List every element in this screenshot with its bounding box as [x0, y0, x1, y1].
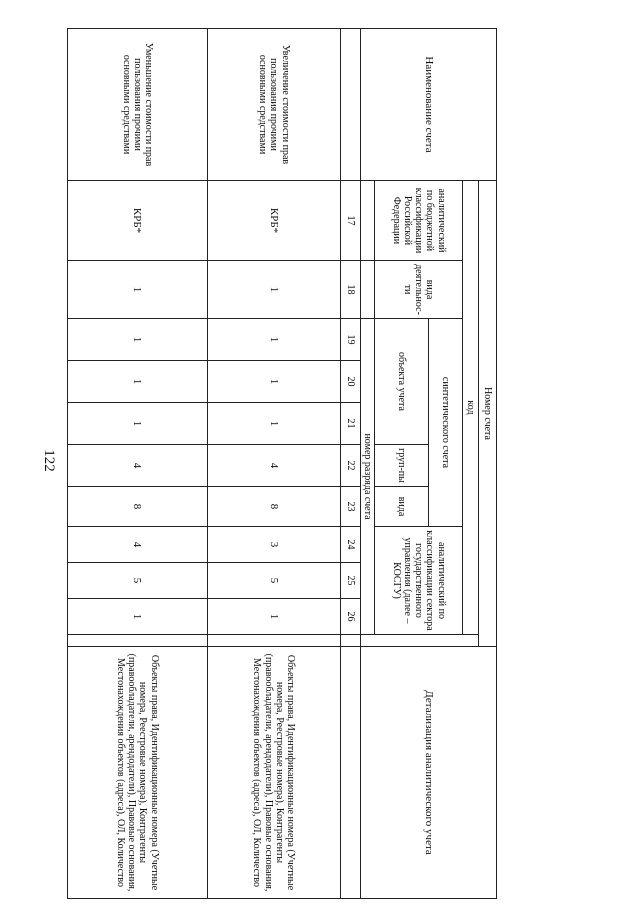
- page-number: 122: [40, 448, 57, 472]
- row-value: 4: [67, 527, 207, 563]
- row-value: 1: [67, 361, 207, 403]
- header-kosgu: аналитический по классификации сектора государственного управления (далее – КОСГУ): [375, 527, 463, 635]
- rotated-table-container: [68, 28, 497, 898]
- row-value: 3: [207, 527, 340, 563]
- colnum-blank: [340, 635, 360, 647]
- row-value: 1: [207, 403, 340, 445]
- header-account-name: Наименование счета: [360, 29, 496, 181]
- row-value: 1: [67, 599, 207, 635]
- table-row: [67, 29, 207, 899]
- header-account-number: Номер счета: [479, 181, 497, 647]
- row-value: КРБ*: [207, 181, 340, 261]
- row-account-name: Уменьшение стоимости прав пользования прочими основными средствами: [67, 29, 207, 181]
- header-synthetic: синтетического счета: [429, 319, 463, 527]
- header-kind: вида: [375, 487, 429, 527]
- column-number: 19: [340, 319, 360, 361]
- column-number: 24: [340, 527, 360, 563]
- header-code: код: [463, 181, 479, 635]
- row-value: 1: [67, 403, 207, 445]
- table-row: [207, 29, 340, 899]
- row-value: 1: [67, 261, 207, 319]
- row-value: 1: [207, 361, 340, 403]
- row-detail: Объекты права, Идентификационные номера (Учетные номера, Реестровые номера), Контрагенты (правообладатели, арендодатели), Правовые основания, Местонахождения объектов (адреса), ОЛ, Количество: [207, 647, 340, 899]
- column-number: 20: [340, 361, 360, 403]
- row-value: КРБ*: [67, 181, 207, 261]
- row-value: 4: [207, 445, 340, 487]
- colnum-blank-right: [340, 647, 360, 899]
- row-value: 1: [207, 319, 340, 361]
- row-value: 8: [67, 487, 207, 527]
- account-table: [67, 28, 497, 899]
- row-detail: Объекты права, Идентификационные номера (Учетные номера, Реестровые номера), Контрагенты (правообладатели, арендодатели), Правовые основания, Местонахождения объектов (адреса), ОЛ, Количество: [67, 647, 207, 899]
- header-detail: Детализация аналитического учета: [360, 647, 496, 899]
- row-value: 5: [67, 563, 207, 599]
- column-number: 18: [340, 261, 360, 319]
- row-value: 1: [207, 599, 340, 635]
- column-number: 25: [340, 563, 360, 599]
- column-number: 26: [340, 599, 360, 635]
- row-value: 1: [67, 319, 207, 361]
- colnum-blank-left: [340, 29, 360, 181]
- row-value: 8: [207, 487, 340, 527]
- row-value: 1: [207, 261, 340, 319]
- column-number: 23: [340, 487, 360, 527]
- header-spacer: [360, 635, 478, 647]
- column-number: 21: [340, 403, 360, 445]
- row-account-name: Увеличение стоимости прав пользования прочими основными средствами: [207, 29, 340, 181]
- header-activity-type: вида деятельнос-ти: [375, 261, 463, 319]
- column-number: 22: [340, 445, 360, 487]
- header-digit-number: номер разряда счета: [360, 319, 374, 635]
- row-blank: [207, 635, 340, 647]
- header-analytical-bk: аналитический по бюджетной классификации Российской Федерации: [375, 181, 463, 261]
- header-object: объекта учета: [375, 319, 429, 445]
- row-blank: [67, 635, 207, 647]
- row-value: 4: [67, 445, 207, 487]
- header-group: груп-пы: [375, 445, 429, 487]
- row-value: 5: [207, 563, 340, 599]
- column-number: 17: [340, 181, 360, 261]
